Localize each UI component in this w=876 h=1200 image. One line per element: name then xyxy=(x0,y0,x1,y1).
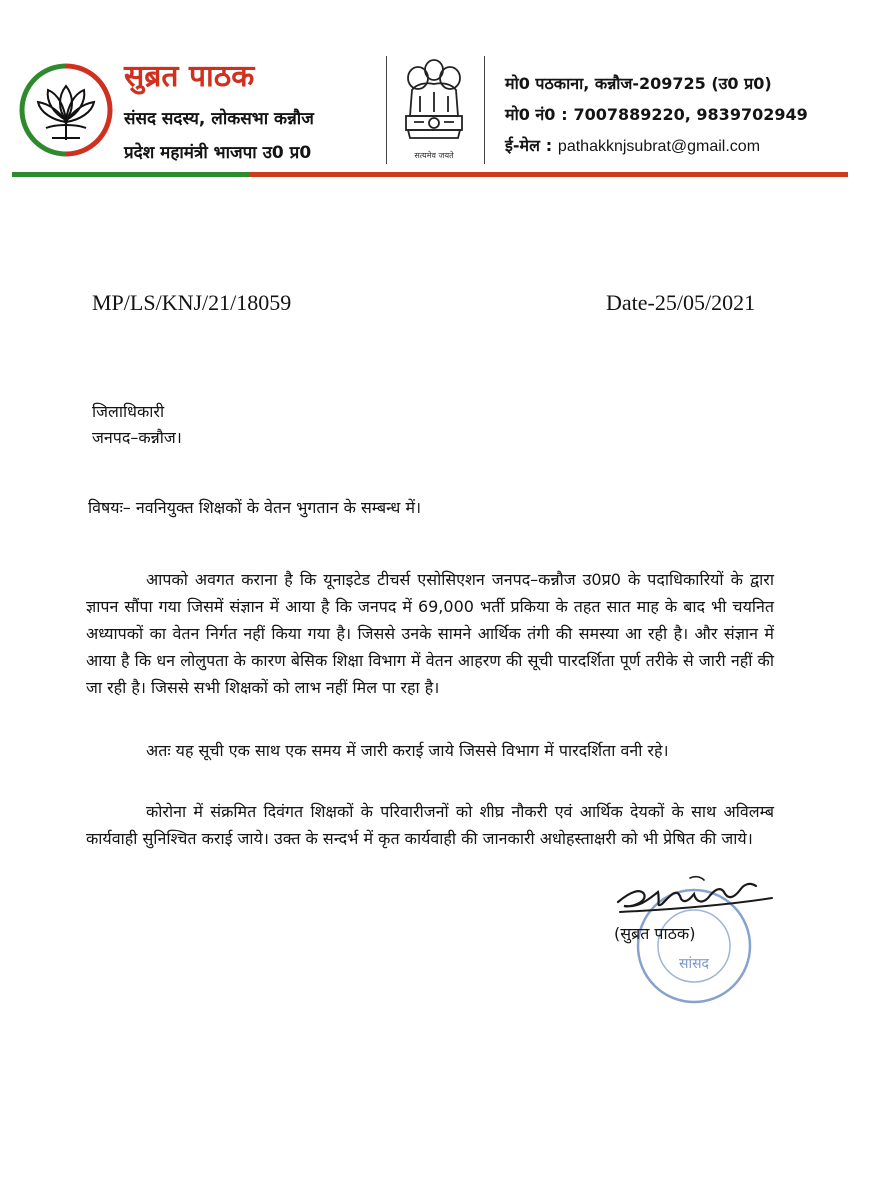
letter-date: Date-25/05/2021 xyxy=(606,290,756,315)
mobile-separator: : xyxy=(561,105,568,124)
letterhead-band-orange xyxy=(250,172,848,177)
designation-mp: संसद सदस्य, लोकसभा कन्नौज xyxy=(124,109,314,129)
reference-number: MP/LS/KNJ/21/18059 xyxy=(92,290,292,315)
bjp-lotus-logo-icon xyxy=(18,62,114,158)
contact-address: मो0 पठकाना, कन्नौज-209725 (उ0 प्र0) xyxy=(505,74,772,93)
contact-mobile xyxy=(505,103,808,125)
mobile-label: मो0 नं0 xyxy=(505,105,556,124)
emblem-motto: सत्यमेव जयते xyxy=(414,151,454,160)
email-value: pathakknjsubrat@gmail.com xyxy=(557,138,761,155)
letterhead-band-green xyxy=(12,172,250,177)
designation-party: प्रदेश महामंत्री भाजपा उ0 प्र0 xyxy=(124,143,312,163)
recipient-title: जिलाधिकारी xyxy=(92,402,165,421)
divider-right xyxy=(484,56,485,164)
paragraph-3 xyxy=(86,798,774,852)
mobile-value: 7007889220, 9839702949 xyxy=(573,105,808,124)
national-emblem-icon xyxy=(398,52,470,156)
paragraph-1 xyxy=(86,566,774,701)
recipient-district: जनपद–कन्नौज। xyxy=(92,428,182,447)
signatory-name: (सुब्रत पाठक) xyxy=(614,924,696,943)
contact-email xyxy=(505,134,760,156)
email-label: ई-मेल xyxy=(505,136,540,155)
seal-text: सांसद xyxy=(679,956,709,972)
paragraph-2 xyxy=(86,737,774,764)
paragraph-3-text: कोरोना में संक्रमित दिवंगत शिक्षकों के परिवारीजनों को शीघ्र नौकरी एवं आर्थिक देयकों के साथ अविलम्ब कार्यवाही सुनिश्चित कराई जाये। उक्त के सन्दर्भ में कृत कार्यवाही की जानकारी अधोहस्ताक्षरी को भी प्रेषित की जाये। xyxy=(86,802,774,848)
subject-line: विषयः– नवनियुक्त शिक्षकों के वेतन भुगतान के सम्बन्ध में। xyxy=(88,498,422,517)
divider-left xyxy=(386,56,387,164)
paragraph-1-text: आपको अवगत कराना है कि यूनाइटेड टीचर्स एसोसिएशन जनपद–कन्नौज उ0प्र0 के पदाधिकारियों के द्वारा ज्ञापन सौंपा गया जिसमें संज्ञान में आया है कि जनपद में 69,000 भर्ती प्रकिया के तहत सात माह के बाद भी चयनित अध्यापकों का वेतन निर्गत नहीं किया गया है। जिससे उनके सामने आर्थिक तंगी की समस्या आ रही है। और संज्ञान में आया है कि धन लोलुपता के कारण बेसिक शिक्षा विभाग में वेतन आहरण की सूची पारदर्शिता पूर्ण तरीके से जारी नहीं की जा रही है। जिससे सभी शिक्षकों को लाभ नहीं मिल पा रहा है। xyxy=(86,570,774,697)
email-separator: : xyxy=(545,136,553,155)
paragraph-2-text: अतः यह सूची एक साथ एक समय में जारी कराई जाये जिससे विभाग में पारदर्शिता वनी रहे। xyxy=(146,741,669,760)
mp-name: सुब्रत पाठक xyxy=(124,59,255,94)
